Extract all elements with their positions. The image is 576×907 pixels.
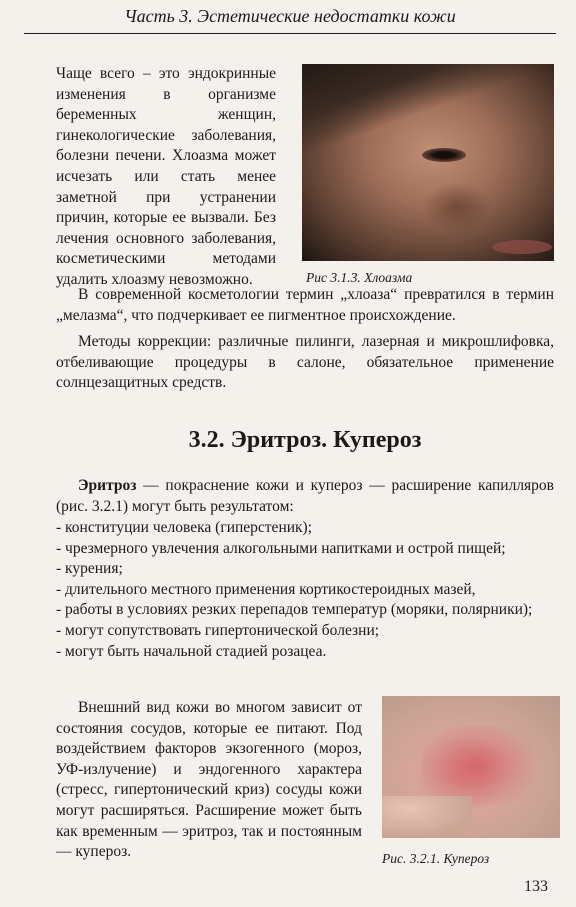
list-item: - могут быть начальной стадией розацеа. bbox=[56, 642, 327, 660]
closing-paragraph: Внешний вид кожи во многом зависит от состояния сосудов, которые ее питают. Под воздействием факторов экзогенного (мороз, УФ-излучение) и эндогенного характера (стресс, гипертонический криз) сосуды кожи могут расширяться. Расширение может быть как временным — эритроз, так и постоянным — купероз. bbox=[56, 699, 362, 861]
page-number: 133 bbox=[524, 878, 548, 895]
photo-eye bbox=[422, 148, 466, 162]
figure-couperose-photo bbox=[382, 696, 560, 838]
figure-1-caption: Рис 3.1.3. Хлоазма bbox=[306, 270, 413, 285]
list-item: - чрезмерного увлечения алкогольными напитками и острой пищей; bbox=[56, 539, 506, 557]
full-width-text bbox=[56, 285, 554, 394]
header-rule bbox=[24, 33, 556, 34]
list-item: - длительного местного применения кортикостероидных мазей, bbox=[56, 580, 476, 598]
photo-nose bbox=[382, 796, 472, 838]
photo-pigment-patch bbox=[422, 182, 492, 232]
list-item: - могут сопутствовать гипертонической болезни; bbox=[56, 621, 380, 639]
paragraph-melasma: В современной косметологии термин „хлоаза“ превратился в термин „мелазма“, что подчеркивает ее пигментное происхождение. bbox=[56, 286, 554, 324]
figure-chloasma-photo bbox=[302, 64, 554, 261]
section-title: 3.2. Эритроз. Купероз bbox=[188, 427, 422, 453]
section-intro-rest: — покраснение кожи и купероз — расширение капилляров (рис. 3.2.1) могут быть результатом: bbox=[56, 477, 554, 515]
running-header: Часть 3. Эстетические недостатки кожи bbox=[124, 6, 456, 26]
list-item: - курения; bbox=[56, 560, 123, 578]
closing-text bbox=[56, 698, 362, 863]
section-intro bbox=[56, 476, 554, 517]
causes-list bbox=[56, 518, 554, 662]
intro-paragraph: Чаще всего – это эндокринные изменения в организме беременных женщин, гинекологические заболевания, болезни печени. Хлоазма может исчезать или стать менее заметной при устранении причин, которые ее вызвали. Без лечения основного заболевания, косметическими методами удалить хлоазму невозможно. bbox=[56, 65, 276, 288]
photo-redness bbox=[422, 726, 532, 806]
paragraph-correction: Методы коррекции: различные пилинги, лазерная и микрошлифовка, отбеливающие процедуры в салоне, обязательное применение солнцезащитных средств. bbox=[56, 333, 554, 392]
list-item: - конституции человека (гиперстеник); bbox=[56, 519, 313, 536]
photo-lips bbox=[492, 240, 552, 254]
intro-text-block bbox=[56, 64, 276, 291]
section-intro-term: Эритроз bbox=[78, 477, 137, 494]
figure-2-caption: Рис. 3.2.1. Купероз bbox=[382, 851, 490, 866]
list-item: - работы в условиях резких перепадов температур (моряки, полярники); bbox=[56, 601, 533, 619]
